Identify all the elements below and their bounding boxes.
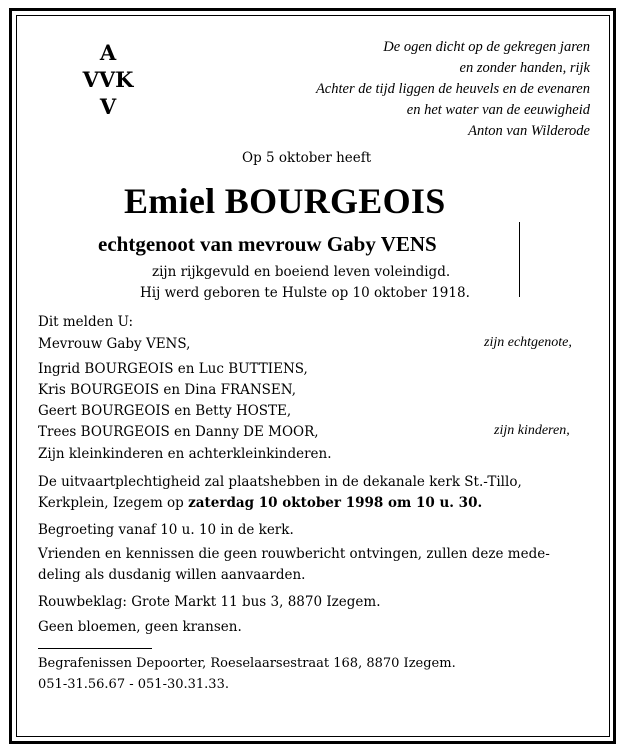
poem-line-2: en zonder handen, rijk	[459, 60, 590, 76]
spouse-line: echtgenoot van mevrouw Gaby VENS	[98, 232, 437, 256]
deceased-name: Emiel BOURGEOIS	[124, 181, 446, 221]
poem-line-1: De ogen dicht op de gekregen jaren	[383, 39, 590, 55]
funeral-date: zaterdag 10 oktober 1998 om 10 u. 30.	[188, 495, 483, 511]
child-line-2: Kris BOURGEOIS en Dina FRANSEN,	[38, 382, 297, 398]
footer-rule	[38, 648, 152, 649]
symbol-line-1: A	[99, 40, 117, 65]
announcement-line-1: zijn rijkgevuld en boeiend leven voleindigd.	[152, 264, 451, 280]
family-children-role: zijn kinderen,	[494, 423, 570, 438]
announcement-lead: Op 5 oktober heeft	[242, 150, 372, 166]
mourning-line: Rouwbeklag: Grote Markt 11 bus 3, 8870 Izegem.	[38, 594, 381, 610]
funeral-place: Kerkplein, Izegem op	[38, 495, 189, 511]
announcement-line-2: Hij werd geboren te Hulste op 10 oktober 1918.	[140, 285, 470, 301]
poem-author: Anton van Wilderode	[468, 123, 590, 139]
child-line-3: Geert BOURGEOIS en Betty HOSTE,	[38, 403, 292, 419]
no-flowers-line: Geen bloemen, geen kransen.	[38, 619, 242, 635]
vertical-rule	[519, 222, 520, 297]
symbol-line-3: V	[99, 94, 117, 119]
family-intro: Dit melden U:	[38, 314, 134, 330]
child-line-1: Ingrid BOURGEOIS en Luc BUTTIENS,	[38, 361, 308, 377]
friends-line-1: Vrienden en kennissen die geen rouwbericht ontvingen, zullen deze mede-	[38, 546, 550, 562]
poem-line-3: Achter de tijd liggen de heuvels en de evenaren	[315, 81, 590, 97]
poem-line-4: en het water van de eeuwigheid	[406, 102, 590, 118]
child-line-4: Trees BOURGEOIS en Danny DE MOOR,	[38, 424, 319, 440]
footer-line-2: 051-31.56.67 - 051-30.31.33.	[38, 677, 229, 692]
symbol-line-2: VVK	[82, 67, 134, 92]
greeting-line: Begroeting vanaf 10 u. 10 in de kerk.	[38, 522, 294, 538]
family-spouse-role: zijn echtgenote,	[484, 335, 572, 350]
friends-line-2: deling als dusdanig willen aanvaarden.	[38, 567, 306, 583]
family-spouse-name: Mevrouw Gaby VENS,	[38, 336, 191, 352]
footer-line-1: Begrafenissen Depoorter, Roeselaarsestraat 168, 8870 Izegem.	[38, 656, 456, 671]
family-grandchildren: Zijn kleinkinderen en achterkleinkinderen.	[38, 446, 332, 462]
funeral-line-2	[38, 495, 482, 511]
funeral-line-1: De uitvaartplechtigheid zal plaatshebben in de dekanale kerk St.-Tillo,	[38, 474, 522, 490]
